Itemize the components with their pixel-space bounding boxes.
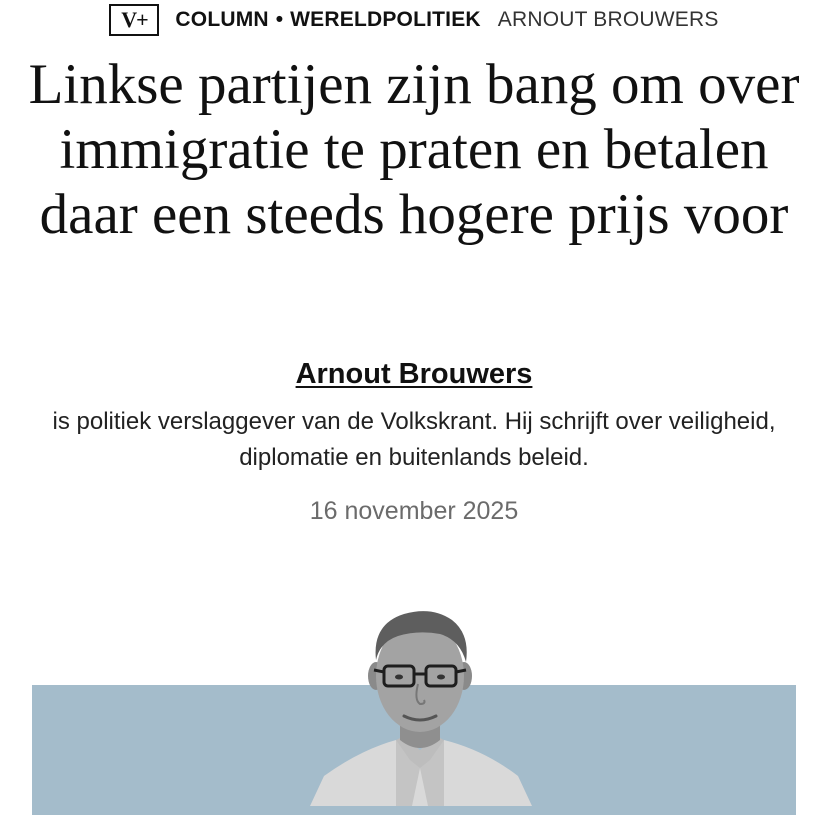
kicker-author[interactable]: ARNOUT BROUWERS [497,8,719,31]
author-portrait-image [300,600,540,806]
kicker-section-name[interactable]: WERELDPOLITIEK [290,8,481,31]
article-kicker [0,2,828,38]
publication-date: 16 november 2025 [309,497,519,525]
author-name-link[interactable]: Arnout Brouwers [295,358,533,390]
article-headline: Linkse partijen zijn bang om over immigratie te praten en betalen daar een steeds hogere prijs voor [28,53,800,246]
kicker-section-type[interactable]: COLUMN [175,8,269,31]
vplus-badge: V+ [109,4,159,36]
author-bio: is politiek verslaggever van de Volkskrant. Hij schrijft over veiligheid, diplomatie en buitenlands beleid. [52,408,776,471]
kicker-separator: • [275,8,284,31]
